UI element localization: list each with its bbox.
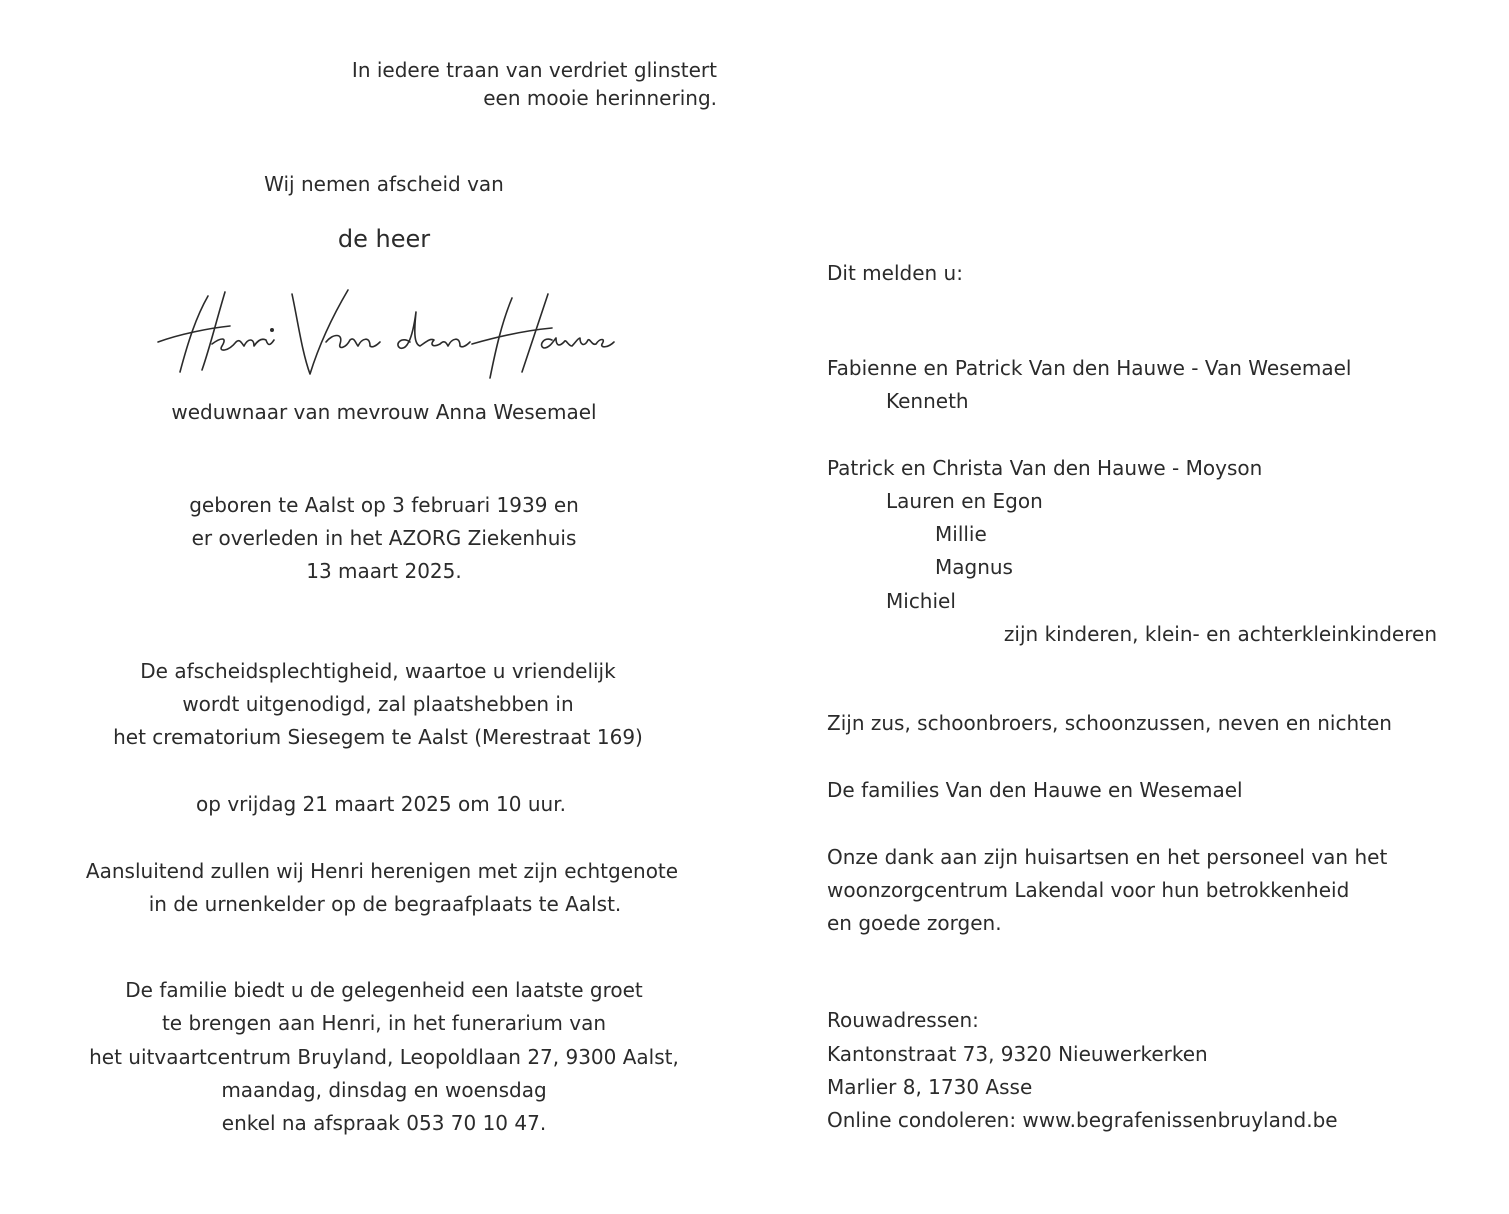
announce-text: Dit melden u: <box>827 261 963 285</box>
ceremony-line-3: het crematorium Siesegem te Aalst (Merestraat 169) <box>113 725 643 749</box>
family-grandchild-2: Magnus <box>935 555 1013 579</box>
visitation-line-4: maandag, dinsdag en woensdag <box>221 1078 547 1102</box>
address-2: Marlier 8, 1730 Asse <box>827 1075 1033 1099</box>
family-child-3: Michiel <box>886 589 956 613</box>
family-couple-2: Patrick en Christa Van den Hauwe - Moyson <box>827 456 1263 480</box>
quote-line-2: een mooie herinnering. <box>483 86 717 110</box>
visitation-line-1: De familie biedt u de gelegenheid een laatste groet <box>125 978 643 1002</box>
life-line-1: geboren te Aalst op 3 februari 1939 en <box>189 493 579 517</box>
quote-line-1: In iedere traan van verdriet glinstert <box>351 58 717 82</box>
thanks-line-2: woonzorgcentrum Lakendal voor hun betrokkenheid <box>827 878 1350 902</box>
addresses-heading: Rouwadressen: <box>827 1008 979 1032</box>
burial-line-2: in de urnenkelder op de begraafplaats te Aalst. <box>148 892 622 916</box>
life-line-3: 13 maart 2025. <box>306 559 462 583</box>
intro-text: Wij nemen afscheid van <box>264 172 504 196</box>
address-1: Kantonstraat 73, 9320 Nieuwerkerken <box>827 1042 1208 1066</box>
family-couple-1: Fabienne en Patrick Van den Hauwe - Van Wesemael <box>827 356 1352 380</box>
ceremony-line-2: wordt uitgenodigd, zal plaatshebben in <box>182 692 574 716</box>
burial-line-1: Aansluitend zullen wij Henri herenigen met zijn echtgenote <box>85 859 679 883</box>
visitation-line-3: het uitvaartcentrum Bruyland, Leopoldlaan 27, 9300 Aalst, <box>89 1045 679 1069</box>
family-relation: zijn kinderen, klein- en achterkleinkinderen <box>1003 622 1437 646</box>
visitation-line-5: enkel na afspraak 053 70 10 47. <box>221 1111 547 1135</box>
family-child-2: Lauren en Egon <box>886 489 1043 513</box>
thanks-line-3: en goede zorgen. <box>827 911 1002 935</box>
ceremony-line-1: De afscheidsplechtigheid, waartoe u vriendelijk <box>140 659 616 683</box>
ceremony-date: op vrijdag 21 maart 2025 om 10 uur. <box>196 792 566 816</box>
family-grandchild-1: Millie <box>935 522 987 546</box>
families-text: De families Van den Hauwe en Wesemael <box>827 778 1243 802</box>
deceased-name-signature <box>150 282 620 382</box>
visitation-line-2: te brengen aan Henri, in het funerarium van <box>161 1011 607 1035</box>
thanks-line-1: Onze dank aan zijn huisartsen en het personeel van het <box>827 845 1388 869</box>
widower-text: weduwnaar van mevrouw Anna Wesemael <box>171 400 597 424</box>
family-child-1: Kenneth <box>886 389 969 413</box>
siblings-text: Zijn zus, schoonbroers, schoonzussen, neven en nichten <box>827 711 1392 735</box>
honorific: de heer <box>337 225 431 253</box>
online-condolence: Online condoleren: www.begrafenissenbruyland.be <box>827 1108 1338 1132</box>
life-line-2: er overleden in het AZORG Ziekenhuis <box>191 526 577 550</box>
